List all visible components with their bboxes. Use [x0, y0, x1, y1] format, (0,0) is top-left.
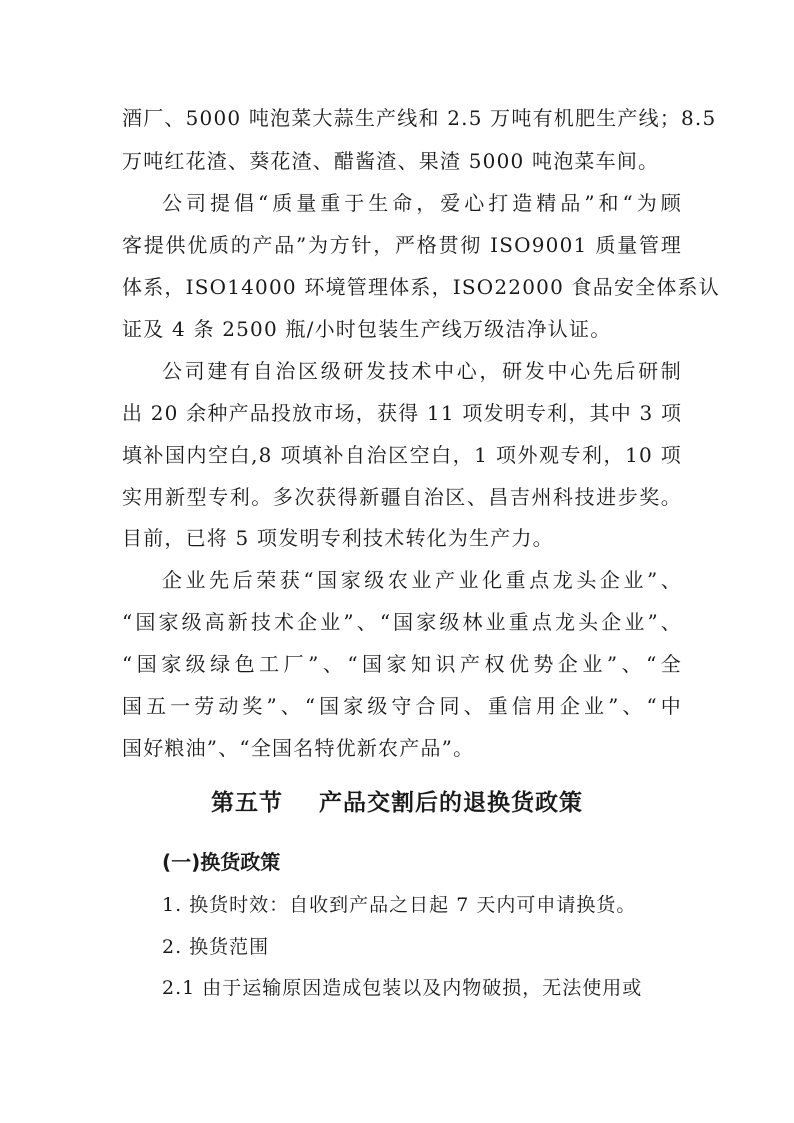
paragraph-line: 目前，已将 5 项发明专利技术转化为生产力。 — [122, 526, 554, 550]
paragraph-line: 公司建有自治区级研发技术中心，研发中心先后研制 — [162, 359, 682, 383]
paragraph-line: 企业先后荣获“国家级农业产业化重点龙头企业”、 — [162, 568, 682, 592]
paragraph-line: 填补国内空白,8 项填补自治区空白，1 项外观专利，10 项 — [122, 443, 682, 467]
paragraph-line: 国好粮油”、“全国名特优新农产品”。 — [122, 736, 475, 760]
paragraph-line: 体系，ISO14000 环境管理体系，ISO22000 食品安全体系认 — [122, 275, 720, 299]
paragraph-line: 酒厂、5000 吨泡菜大蒜生产线和 2.5 万吨有机肥生产线；8.5 — [122, 106, 717, 130]
policy-item: 2.1 由于运输原因造成包装以及内物破损，无法使用或 — [162, 977, 643, 999]
paragraph-line: 公司提倡“质量重于生命，爱心打造精品”和“为顾 — [162, 191, 682, 215]
paragraph-line: 出 20 余种产品投放市场，获得 11 项发明专利，其中 3 项 — [122, 401, 683, 425]
paragraph-line: 证及 4 条 2500 瓶/小时包装生产线万级洁净认证。 — [122, 317, 612, 341]
paragraph-line: “国家级高新技术企业”、“国家级林业重点龙头企业”、 — [122, 610, 682, 634]
section-heading: 第五节 产品交割后的退换货政策 — [210, 790, 584, 816]
subsection-heading: (一)换货政策 — [162, 850, 281, 874]
paragraph-line: 客提供优质的产品”为方针，严格贯彻 ISO9001 质量管理 — [122, 233, 682, 257]
paragraph-line: 实用新型专利。多次获得新疆自治区、昌吉州科技进步奖。 — [122, 485, 682, 509]
paragraph-line: 万吨红花渣、葵花渣、醋酱渣、果渣 5000 吨泡菜车间。 — [122, 149, 660, 173]
paragraph-line: “国家级绿色工厂”、“国家知识产权优势企业”、“全 — [122, 652, 682, 676]
paragraph-line: 国五一劳动奖”、“国家级守合同、重信用企业”、“中 — [122, 694, 682, 718]
policy-item: 2. 换货范围 — [162, 936, 270, 958]
policy-item: 1. 换货时效：自收到产品之日起 7 天内可申请换货。 — [162, 894, 637, 916]
